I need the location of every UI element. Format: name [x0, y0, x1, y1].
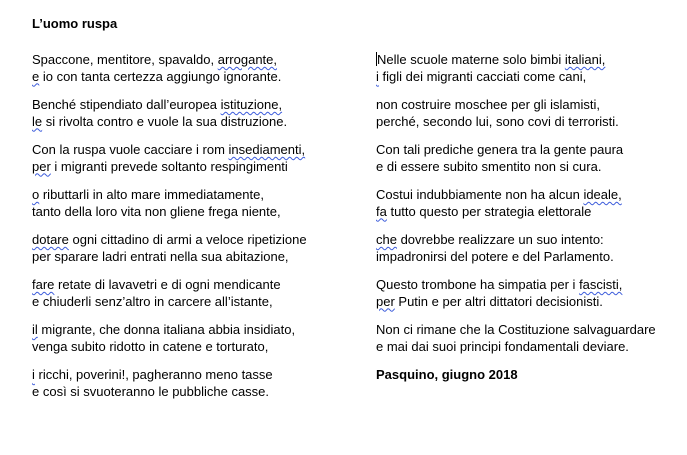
- poem-line: [32, 97, 352, 114]
- poem-line: [376, 187, 676, 204]
- line-text: per sparare ladri entrati nella sua abitazione,: [32, 248, 289, 264]
- spellcheck-flagged-word[interactable]: e: [32, 68, 40, 84]
- poem-line: [32, 114, 352, 131]
- poem-line: [32, 367, 352, 384]
- stanza: [376, 187, 676, 220]
- line-text: Con tali prediche genera tra la gente paura: [376, 142, 624, 157]
- poem-title: L’uomo ruspa: [32, 16, 118, 31]
- signature: Pasquino, giugno 2018: [376, 367, 518, 382]
- spellcheck-flagged-word[interactable]: ideale,: [583, 187, 622, 202]
- spellcheck-flagged-word[interactable]: italiani,: [564, 52, 606, 67]
- line-text: venga subito ridotto in catene e torturato,: [32, 338, 269, 354]
- poem-line: [32, 204, 352, 221]
- poem-line: [32, 322, 352, 339]
- spellcheck-flagged-word[interactable]: fa: [376, 203, 387, 219]
- stanza: [32, 277, 352, 310]
- line-text: Spaccone, mentitore, spavaldo,: [32, 52, 218, 67]
- line-text: retate di lavavetri e di ogni mendicante: [54, 277, 281, 292]
- spellcheck-flagged-word[interactable]: i: [32, 367, 35, 382]
- line-text: Con la ruspa vuole cacciare i rom: [32, 142, 229, 157]
- poem-line: [32, 142, 352, 159]
- stanza: [32, 52, 352, 85]
- spellcheck-flagged-word[interactable]: per: [32, 158, 51, 174]
- spellcheck-flagged-word[interactable]: che: [376, 232, 397, 247]
- line-text: e così si svuoteranno le pubbliche casse.: [32, 383, 270, 399]
- spellcheck-flagged-word[interactable]: per: [376, 293, 395, 309]
- spellcheck-flagged-word[interactable]: il: [32, 322, 38, 337]
- line-text: non costruire moschee per gli islamisti,: [376, 97, 600, 112]
- poem-line: [32, 187, 352, 204]
- line-text: ogni cittadino di armi a veloce ripetizione: [68, 232, 307, 247]
- line-text: e chiuderli senz’altro in carcere all’istante,: [32, 293, 273, 309]
- spellcheck-flagged-word[interactable]: arrogante,: [217, 52, 277, 67]
- spellcheck-flagged-word[interactable]: insediamenti,: [228, 142, 306, 157]
- poem-line: [32, 339, 352, 356]
- poem-line: [376, 52, 676, 69]
- poem-line: [32, 69, 352, 86]
- line-text: Putin e per altri dittatori decisionisti.: [394, 293, 603, 309]
- stanza: [32, 97, 352, 130]
- stanza: [376, 322, 676, 355]
- spellcheck-flagged-word[interactable]: le: [32, 113, 43, 129]
- stanza: [32, 187, 352, 220]
- line-text: perché, secondo lui, sono covi di terroristi.: [376, 113, 619, 129]
- line-text: Benché stipendiato dall’europea: [32, 97, 221, 112]
- right-column: [376, 52, 676, 384]
- line-text: Costui indubbiamente non ha alcun: [376, 187, 584, 202]
- line-text: tutto questo per strategia elettorale: [386, 203, 592, 219]
- spellcheck-flagged-word[interactable]: istituzione,: [220, 97, 283, 112]
- poem-line: [32, 159, 352, 176]
- line-text: e mai dai suoi principi fondamentali deviare.: [376, 338, 629, 354]
- stanza: [376, 52, 676, 85]
- poem-line: [32, 294, 352, 311]
- poem-line: [32, 232, 352, 249]
- line-text: si rivolta contro e vuole la sua distruzione.: [42, 113, 288, 129]
- stanza: [32, 367, 352, 400]
- line-text: migrante, che donna italiana abbia insidiato,: [37, 322, 296, 337]
- poem-line: [376, 322, 676, 339]
- stanza: [376, 142, 676, 175]
- line-text: ricchi, poverini!, pagheranno meno tasse: [34, 367, 273, 382]
- line-text: impadronirsi del potere e del Parlamento.: [376, 248, 614, 264]
- poem-line: [376, 249, 676, 266]
- stanza: [376, 97, 676, 130]
- poem-line: [376, 294, 676, 311]
- spellcheck-flagged-word[interactable]: o: [32, 187, 40, 202]
- spellcheck-flagged-word[interactable]: i: [376, 68, 379, 84]
- line-text: dovrebbe realizzare un suo intento:: [396, 232, 604, 247]
- poem-line: [32, 52, 352, 69]
- poem-line: [376, 339, 676, 356]
- poem-line: [32, 277, 352, 294]
- line-text: e di essere subito smentito non si cura.: [376, 158, 602, 174]
- stanza: [32, 232, 352, 265]
- poem-line: [376, 232, 676, 249]
- poem-line: [376, 204, 676, 221]
- stanza: [376, 277, 676, 310]
- poem-line: [32, 249, 352, 266]
- line-text: Nelle scuole materne solo bimbi: [377, 52, 565, 67]
- poem-line: [376, 142, 676, 159]
- line-text: io con tanta certezza aggiungo ignorante.: [39, 68, 282, 84]
- line-text: tanto della loro vita non gliene frega niente,: [32, 203, 281, 219]
- line-text: Non ci rimane che la Costituzione salvaguardare: [376, 322, 656, 337]
- stanza: [376, 232, 676, 265]
- poem-line: [376, 69, 676, 86]
- poem-line: [376, 159, 676, 176]
- line-text: i migranti prevede soltanto respingimenti: [50, 158, 288, 174]
- line-text: figli dei migranti cacciati come cani,: [378, 68, 587, 84]
- spellcheck-flagged-word[interactable]: dotare: [32, 232, 69, 247]
- spellcheck-flagged-word[interactable]: fare: [32, 277, 55, 292]
- stanza: [32, 322, 352, 355]
- left-column: [32, 52, 352, 412]
- line-text: ributtarli in alto mare immediatamente,: [39, 187, 264, 202]
- poem-line: [376, 277, 676, 294]
- spellcheck-flagged-word[interactable]: fascisti,: [579, 277, 623, 292]
- poem-line: [32, 384, 352, 401]
- line-text: Questo trombone ha simpatia per i: [376, 277, 580, 292]
- poem-line: [376, 97, 676, 114]
- poem-line: [376, 114, 676, 131]
- stanza: [32, 142, 352, 175]
